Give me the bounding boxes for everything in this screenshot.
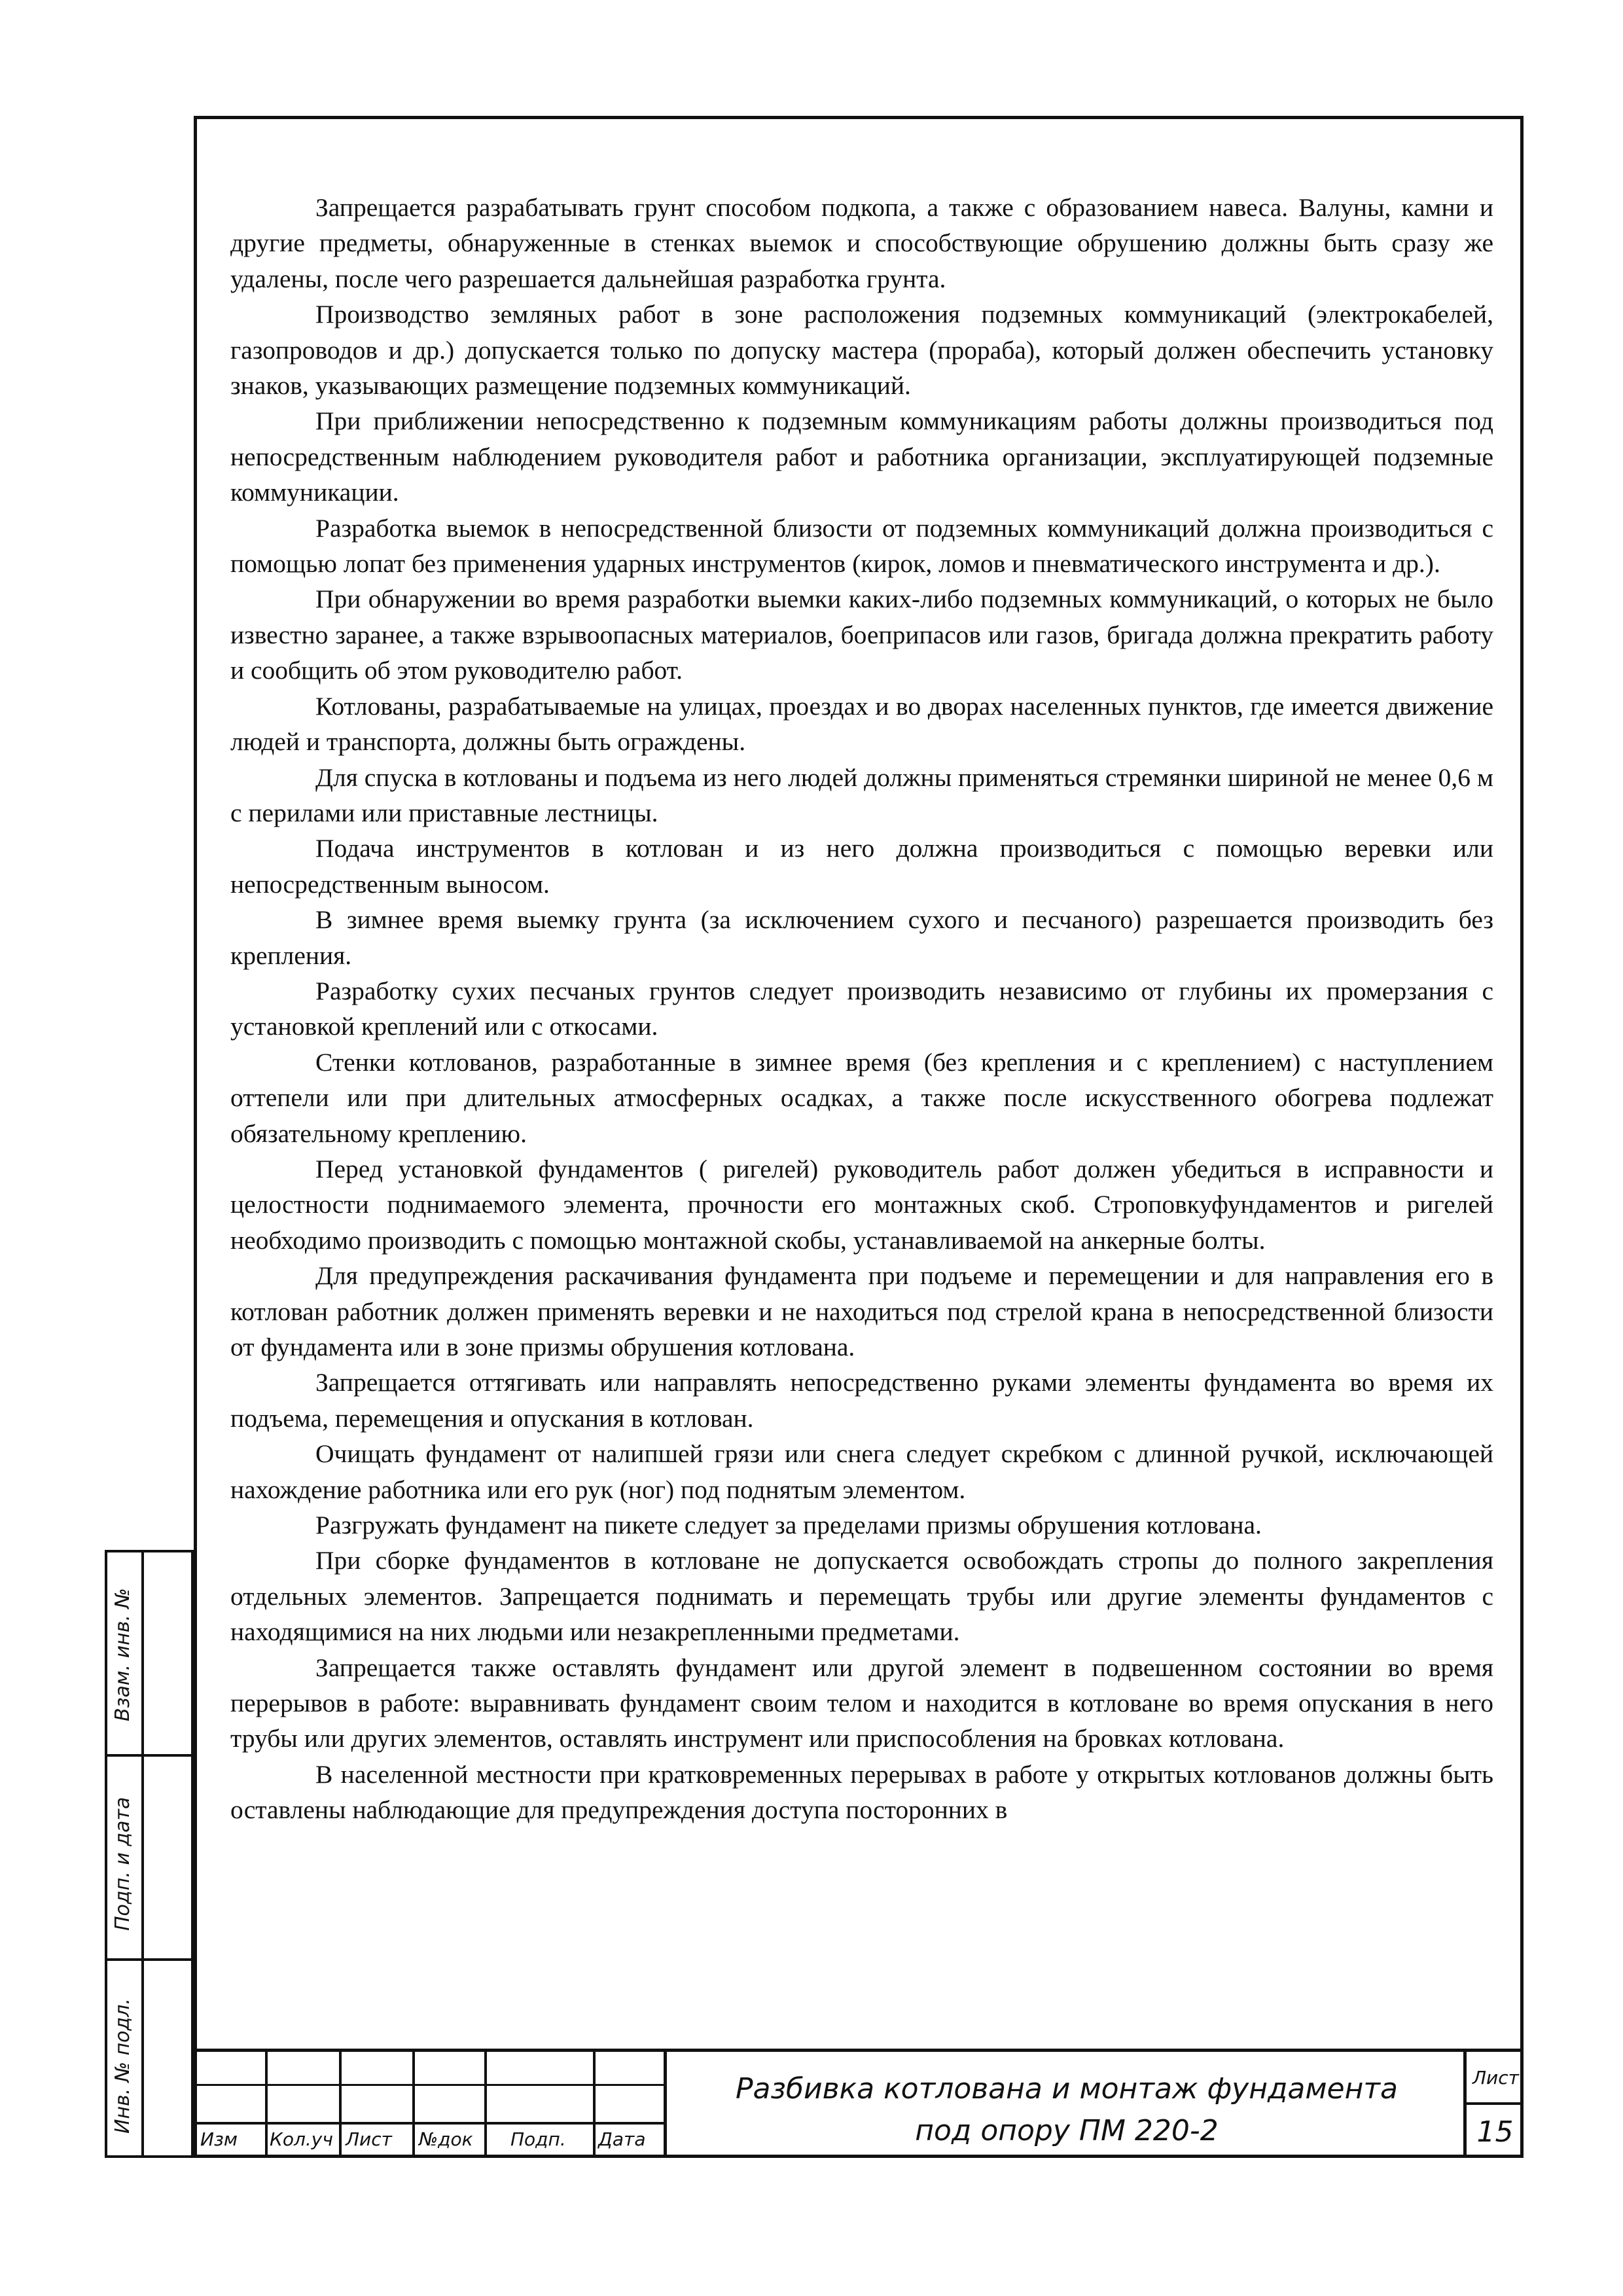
side-stamp-divider (105, 1958, 194, 1961)
paragraph: При обнаружении во время разработки выемки каких-либо подземных коммуникаций, о которых не было известно заранее, а также взрывоопасных материалов, боеприпасов или газов, бригада должна прекратить работу и сообщить об этом руководителю работ. (230, 584, 1493, 685)
title-block-col-line (265, 2049, 268, 2158)
side-stamp-divider (105, 1754, 194, 1757)
col-izm: Изм (200, 2128, 238, 2150)
side-label-podp: Подп. и дата (111, 1797, 134, 1931)
paragraph: В населенной местности при кратковременных перерывах в работе у открытых котлованов должны быть оставлены наблюдающие для предупреждения доступа посторонних в (230, 1759, 1493, 1825)
title-block-col-line (664, 2049, 667, 2158)
paragraph: Очищать фундамент от налипшей грязи или снега следует скребком с длинной ручкой, исключающей нахождение работника или его рук (ног) под поднятым элементом. (230, 1439, 1493, 1504)
paragraph: Перед установкой фундаментов ( ригелей) руководитель работ должен убедиться в исправности и целостности поднимаемого элемента, прочности его монтажных скоб. Строповкуфундаментов и ригелей необходимо производить с помощью монтажной скобы, устанавливаемой на анкерные болты. (230, 1154, 1493, 1255)
side-label-vzam: Взам. инв. № (111, 1588, 134, 1721)
paragraph: Стенки котлованов, разработанные в зимнее время (без крепления и с креплением) с наступлением оттепели или при длительных атмосферных осадках, а также после искусственного обогрева подлежат обязательному креплению. (230, 1047, 1493, 1148)
col-kol: Кол.уч (270, 2128, 333, 2150)
paragraph: Разработку сухих песчаных грунтов следует производить независимо от глубины их промерзания с установкой креплений или с откосами. (230, 976, 1493, 1041)
paragraph: Разработка выемок в непосредственной близости от подземных коммуникаций должна производиться с помощью лопат без применения ударных инструментов (кирок, ломов и пневматического инструмента и др.). (230, 513, 1493, 579)
title-block-top-border (194, 2049, 1524, 2052)
col-data: Дата (598, 2128, 646, 2150)
sheet-label: Лист (1472, 2067, 1519, 2089)
paragraph: Разгружать фундамент на пикете следует за пределами призмы обрушения котлована. (315, 1511, 1262, 1540)
paragraph: Производство земляных работ в зоне расположения подземных коммуникаций (электрокабелей, газопроводов и др.) допускается только по допуску мастера (прораба), который должен обеспечить установку знаков, указывающих размещение подземных коммуникаций. (230, 300, 1493, 401)
paragraph: Для предупреждения раскачивания фундамента при подъеме и перемещении и для направления его в котлован работник должен применять веревки и не находиться под стрелой крана в непосредственной близости от фундамента или в зоне призмы обрушения котлована. (230, 1261, 1493, 1361)
col-ndok: №док (419, 2128, 473, 2150)
title-block-col-line (484, 2049, 487, 2158)
title-block-col-line (339, 2049, 342, 2158)
title-block-col-line (593, 2049, 596, 2158)
col-list: Лист (346, 2128, 392, 2150)
col-podp: Подп. (510, 2128, 566, 2150)
title-block-col-line (412, 2049, 415, 2158)
sheet-number: 15 (1476, 2115, 1514, 2149)
document-title-line1: Разбивка котлована и монтаж фундамента (736, 2072, 1398, 2106)
body-text (230, 190, 1493, 1828)
title-block-row-line (1465, 2102, 1524, 2105)
side-label-inv: Инв. № подл. (111, 1998, 134, 2134)
paragraph: Запрещается разрабатывать грунт способом подкопа, а также с образованием навеса. Валуны, камни и другие предметы, обнаруженные в стенках выемок и способствующие обрушению должны быть сразу же удалены, после чего разрешается дальнейшая разработка грунта. (230, 193, 1493, 293)
paragraph: Котлованы, разрабатываемые на улицах, проездах и во дворах населенных пунктов, где имеется движение людей и транспорта, должны быть ограждены. (230, 691, 1493, 757)
paragraph: Подача инструментов в котлован и из него должна производиться с помощью веревки или непосредственным выносом. (230, 834, 1493, 899)
side-stamp-divider (141, 1550, 144, 2158)
document-title-line2: под опору ПМ 220-2 (915, 2114, 1219, 2147)
paragraph: Запрещается также оставлять фундамент или другой элемент в подвешенном состоянии во время перерывов в работе: выравнивать фундамент своим телом и находится в котловане во время опускания в него трубы или других элементов, оставлять инструмент или приспособления на бровках котлована. (230, 1653, 1493, 1753)
paragraph: При приближении непосредственно к подземным коммуникациям работы должны производиться под непосредственным наблюдением руководителя работ и работника организации, эксплуатирующей подземные коммуникации. (230, 406, 1493, 507)
paragraph: В зимнее время выемку грунта (за исключением сухого и песчаного) разрешается производить без крепления. (230, 905, 1493, 970)
paragraph: Запрещается оттягивать или направлять непосредственно руками элементы фундамента во время их подъема, перемещения и опускания в котлован. (230, 1368, 1493, 1433)
paragraph: При сборке фундаментов в котловане не допускается освобождать стропы до полного закрепления отдельных элементов. Запрещается поднимать и перемещать трубы или другие элементы фундаментов с находящимися на них людьми или незакрепленными предметами. (230, 1546, 1493, 1647)
paragraph: Для спуска в котлованы и подъема из него людей должны применяться стремянки шириной не менее 0,6 м с перилами или приставные лестницы. (230, 762, 1493, 827)
